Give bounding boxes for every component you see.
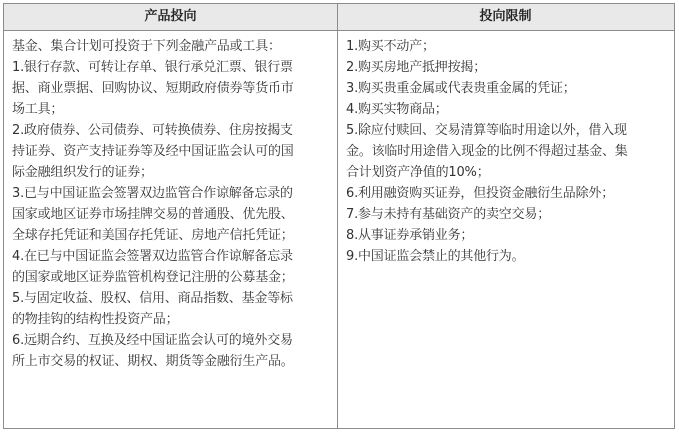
limit-line: 6.利用融资购买证券，但投资金融衍生品除外； <box>346 186 615 201</box>
product-line: 的物挂钩的结构性投资产品； <box>12 312 179 327</box>
limit-line: 金。该临时用途借入现金的比例不得超过基金、集 <box>346 144 628 159</box>
product-line: 6.远期合约、互换及经中国证监会认可的境外交易 <box>12 333 293 348</box>
product-line: 基金、集合计划可投资于下列金融产品或工具： <box>12 39 281 54</box>
limit-line: 8.从事证券承销业务； <box>346 228 474 243</box>
header-limits: 投向限制 <box>479 9 532 24</box>
limit-line: 9.中国证监会禁止的其他行为。 <box>346 249 525 264</box>
product-line: 2.政府债券、公司债券、可转换债券、住房按揭支 <box>12 123 293 138</box>
header-product: 产品投向 <box>144 9 197 24</box>
product-line: 4.在已与中国证监会签署双边监管合作谅解备忘录 <box>12 249 293 264</box>
product-line: 据、商业票据、回购协议、短期政府债券等货币市 <box>12 81 294 96</box>
product-line: 的国家或地区证券监管机构登记注册的公募基金； <box>12 270 294 285</box>
limit-line: 3.购买贵重金属或代表贵重金属的凭证； <box>346 81 576 96</box>
product-line: 5.与固定收益、股权、信用、商品指数、基金等标 <box>12 291 293 306</box>
limit-line: 5.除应付赎回、交易清算等临时用途以外，借入现 <box>346 123 627 138</box>
product-line: 3.已与中国证监会签署双边监管合作谅解备忘录的 <box>12 186 293 201</box>
table-header-row <box>4 4 674 31</box>
limit-line: 2.购买房地产抵押按揭； <box>346 60 487 75</box>
product-cell <box>4 31 337 372</box>
product-line: 场工具； <box>12 102 64 117</box>
investment-table <box>3 3 675 429</box>
product-line: 所上市交易的权证、期权、期货等金融衍生产品。 <box>12 354 294 369</box>
product-line: 国家或地区证券市场挂牌交易的普通股、优先股、 <box>12 207 294 222</box>
product-line: 全球存托凭证和美国存托凭证、房地产信托凭证； <box>12 228 294 243</box>
limit-line: 4.购买实物商品； <box>346 102 448 117</box>
product-line: 1.银行存款、可转让存单、银行承兑汇票、银行票 <box>12 60 293 75</box>
limits-cell <box>338 31 674 267</box>
limit-line: 7.参与未持有基础资产的卖空交易； <box>346 207 551 222</box>
limit-line: 合计划资产净值的10%； <box>346 165 490 180</box>
limit-line: 1.购买不动产； <box>346 39 435 54</box>
product-line: 持证券、资产支持证券等及经中国证监会认可的国 <box>12 144 294 159</box>
product-line: 际金融组织发行的证券； <box>12 165 153 180</box>
